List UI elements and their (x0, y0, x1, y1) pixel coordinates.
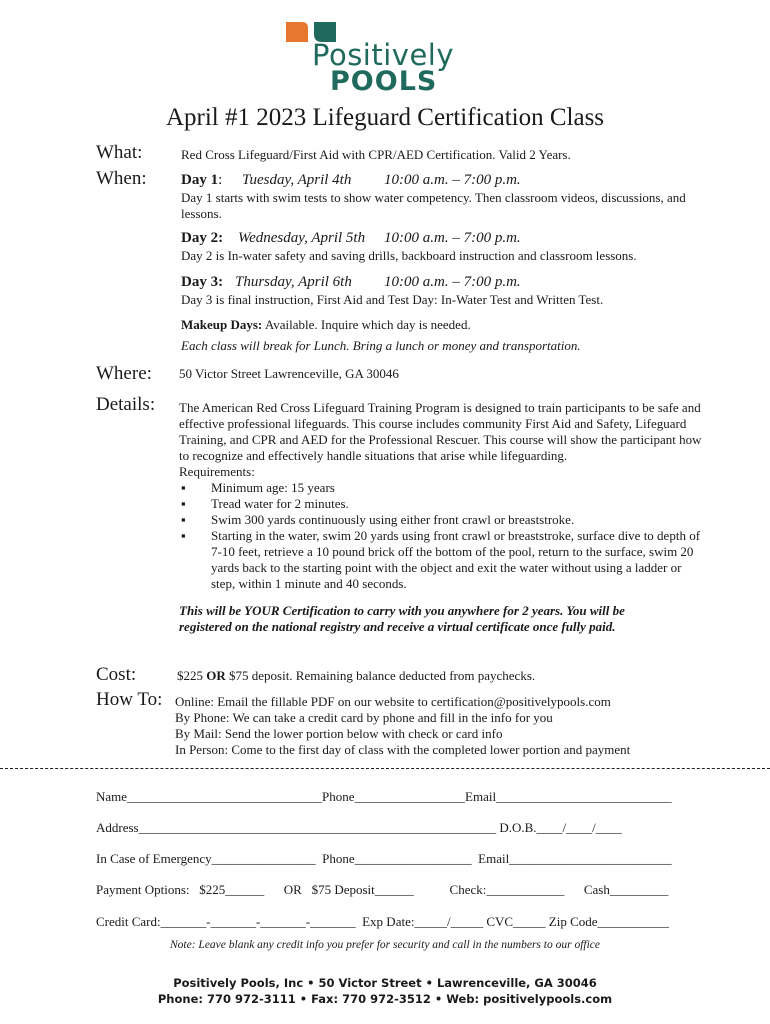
cost-or: OR (206, 668, 226, 683)
day3-description: Day 3 is final instruction, First Aid and Test Day: In-Water Test and Written Test. (181, 292, 604, 307)
makeup-days (181, 317, 471, 333)
day1-heading (181, 172, 721, 189)
form-address-dob-field[interactable]: Address_______________________________________________________ D.O.B.____/____/____ (96, 820, 622, 835)
day3-date: Thursday, April 6th (235, 274, 352, 290)
requirement-item: ▪ Minimum age: 15 years (179, 480, 704, 496)
logo-word-pools: POOLS (330, 66, 438, 97)
howto-mail: By Mail: Send the lower portion below with check or card info (175, 726, 503, 741)
certification-note: This will be YOUR Certification to carry with you anywhere for 2 years. You will be registered on the national registry and receive a virtual certificate once fully paid. (179, 603, 625, 634)
requirement-item: ▪ Swim 300 yards continuously using either front crawl or breaststroke. (179, 512, 704, 528)
what-text: Red Cross Lifeguard/First Aid with CPR/AED Certification. Valid 2 Years. (181, 147, 571, 162)
day1-sep: : (218, 172, 223, 188)
details-body (179, 400, 704, 635)
howto-in-person: In Person: Come to the first day of class with the completed lower portion and payment (175, 742, 631, 757)
form-emergency-contact-field[interactable]: In Case of Emergency________________ Phone__________________ Email_________________________ (96, 851, 672, 866)
requirements-label: Requirements: (179, 464, 255, 479)
makeup-text: Available. Inquire which day is needed. (264, 317, 471, 332)
lunch-note: Each class will break for Lunch. Bring a lunch or money and transportation. (181, 338, 581, 353)
footer-contact: Phone: 770 972-3111 • Fax: 770 972-3512 • Web: positivelypools.com (157, 992, 613, 1006)
day2-time: 10:00 a.m. – 7:00 p.m. (384, 230, 521, 246)
requirements-list (179, 480, 704, 592)
day2-date: Wednesday, April 5th (238, 230, 366, 246)
howto-phone: By Phone: We can take a credit card by phone and fill in the info for you (175, 710, 553, 725)
logo-word-positively: Positively (312, 38, 455, 72)
day1-name: Day 1 (181, 172, 219, 188)
howto-label: How To: (96, 689, 163, 710)
details-label: Details: (96, 394, 156, 415)
howto-lines (175, 694, 630, 758)
what-label: What: (96, 142, 143, 163)
day3-time: 10:00 a.m. – 7:00 p.m. (384, 274, 521, 290)
day3-heading (181, 274, 721, 291)
details-paragraph: The American Red Cross Lifeguard Training Program is designed to train participants to be safe and effective professional lifeguards. This course includes community First Aid and Safety, Lifeguard Training, and CPR and AED for the Professional Rescuer. This course will show the participant how to recognize and effectively handle situations that arise while lifeguarding. (179, 400, 702, 463)
cut-line (0, 768, 770, 769)
form-payment-options-field[interactable]: Payment Options: $225______ OR $75 Deposit______ Check:____________ Cash_________ (96, 882, 669, 897)
where-label: Where: (96, 363, 152, 384)
cost-price: $225 (177, 668, 203, 683)
footer-address: Positively Pools, Inc • 50 Victor Street • Lawrenceville, GA 30046 (173, 976, 597, 990)
form-credit-card-field[interactable]: Credit Card:_______-_______-_______-_______ Exp Date:_____/_____ CVC_____ Zip Code___________ (96, 914, 670, 929)
day1-description: Day 1 starts with swim tests to show water competency. Then classroom videos, discussions, and lessons. (181, 190, 686, 221)
day2-heading (181, 230, 721, 247)
cost-label: Cost: (96, 664, 137, 685)
requirement-item: ▪ Tread water for 2 minutes. (179, 496, 704, 512)
day1-date: Tuesday, April 4th (242, 172, 352, 188)
makeup-label: Makeup Days: (181, 317, 263, 332)
requirement-item: ▪ Starting in the water, swim 20 yards using front crawl or breaststroke, surface dive to depth of 7-10 feet, retrieve a 10 pound brick off the bottom of the pool, return to the surface, swim 20 yards back to the starting point with the object and exit the water without using a ladder or step, within 1 minute and 40 seconds. (179, 528, 704, 592)
cost-text (177, 668, 535, 684)
where-address: 50 Victor Street Lawrenceville, GA 30046 (179, 366, 399, 381)
day2-name: Day 2: (181, 230, 224, 246)
form-note: Note: Leave blank any credit info you prefer for security and call in the numbers to our office (170, 939, 600, 951)
when-label: When: (96, 168, 147, 189)
howto-online: Online: Email the fillable PDF on our website to certification@positivelypools.com (175, 694, 611, 709)
form-name-phone-email-field[interactable]: Name______________________________Phone_________________Email___________________________ (96, 789, 672, 804)
day2-description: Day 2 is In-water safety and saving drills, backboard instruction and classroom lessons. (181, 248, 637, 263)
day1-time: 10:00 a.m. – 7:00 p.m. (384, 172, 521, 188)
cost-rest: $75 deposit. Remaining balance deducted from paychecks. (229, 668, 536, 683)
day3-name: Day 3: (181, 274, 224, 290)
page-title: April #1 2023 Lifeguard Certification Class (165, 104, 605, 131)
